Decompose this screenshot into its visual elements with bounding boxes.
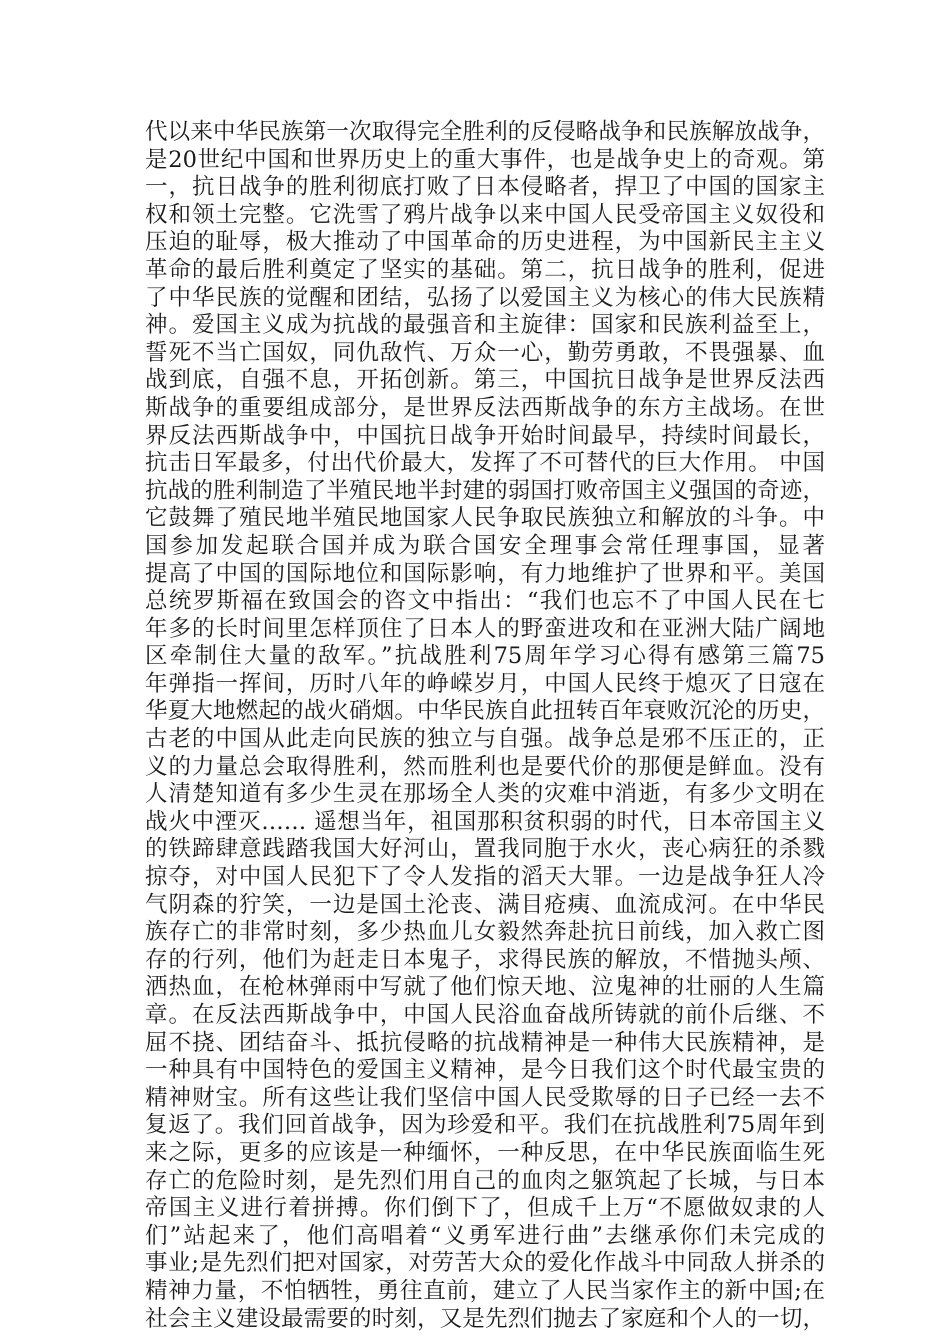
text-line: 斯战争的重要组成部分，是世界反法西斯战争的东方主战场。在世 [145, 394, 825, 421]
text-line: 革命的最后胜利奠定了坚实的基础。第二，抗日战争的胜利，促进 [145, 256, 825, 283]
text-line: 抗战的胜利制造了半殖民地半封建的弱国打败帝国主义强国的奇迹， [145, 477, 825, 504]
text-line: 代以来中华民族第一次取得完全胜利的反侵略战争和民族解放战争， [145, 119, 825, 145]
text-line: 是20世纪中国和世界历史上的重大事件，也是战争史上的奇观。第 [145, 146, 825, 173]
text-line: 界反法西斯战争中，中国抗日战争开始时间最早，持续时间最长， [145, 422, 825, 449]
text-line: 神。爱国主义成为抗战的最强音和主旋律：国家和民族利益至上， [145, 312, 825, 339]
text-line: 一，抗日战争的胜利彻底打败了日本侵略者，捍卫了中国的国家主 [145, 174, 825, 201]
text-line: 区牵制住大量的敌军。”抗战胜利75周年学习心得有感第三篇75 [145, 643, 825, 670]
text-line: 国参加发起联合国并成为联合国安全理事会常任理事国，显著 [145, 532, 825, 559]
text-line: 战到底，自强不息，开拓创新。第三，中国抗日战争是世界反法西 [145, 367, 825, 394]
text-line: 年弹指一挥间，历时八年的峥嵘岁月，中国人民终于熄灭了日寇在 [145, 670, 825, 697]
text-line: 义的力量总会取得胜利，然而胜利也是要代价的那便是鲜血。没有 [145, 753, 825, 780]
text-line: 古老的中国从此走向民族的独立与自强。战争总是邪不压正的，正 [145, 726, 825, 753]
text-line: 压迫的耻辱，极大推动了中国革命的历史进程，为中国新民主主义 [145, 229, 825, 256]
text-line: 精神财宝。所有这些让我们坚信中国人民受欺辱的日子已经一去不 [145, 1084, 825, 1111]
text-line: 章。在反法西斯战争中，中国人民浴血奋战所铸就的前仆后继、不 [145, 1002, 825, 1028]
text-line: 屈不挠、团结奋斗、抵抗侵略的抗战精神是一种伟大民族精神，是 [145, 1029, 825, 1056]
text-line: 社会主义建设最需要的时刻，又是先烈们抛去了家庭和个人的一切， [145, 1305, 825, 1332]
text-line: 华夏大地燃起的战火硝烟。中华民族自此扭转百年衰败沉沦的历史， [145, 698, 825, 725]
text-line: 一种具有中国特色的爱国主义精神，是今日我们这个时代最宝贵的 [145, 1057, 825, 1084]
text-line: 洒热血，在枪林弹雨中写就了他们惊天地、泣鬼神的壮丽的人生篇 [145, 974, 825, 1001]
text-line: 战火中湮灭…… 遥想当年，祖国那积贫积弱的时代，日本帝国主义 [145, 808, 825, 835]
text-line: 存亡的危险时刻，是先烈们用自己的血肉之躯筑起了长城，与日本 [145, 1167, 825, 1194]
text-line: 精神力量，不怕牺牲，勇往直前，建立了人民当家作主的新中国;在 [145, 1277, 825, 1304]
text-line: 年多的长时间里怎样顶住了日本人的野蛮进攻和在亚洲大陆广阔地 [145, 615, 825, 642]
text-line: 权和领土完整。它洗雪了鸦片战争以来中国人民受帝国主义奴役和 [145, 201, 825, 228]
text-line: 了中华民族的觉醒和团结，弘扬了以爱国主义为核心的伟大民族精 [145, 284, 825, 311]
text-line: 掠夺，对中国人民犯下了令人发指的滔天大罪。一边是战争狂人冷 [145, 864, 825, 891]
text-line: 誓死不当亡国奴，同仇敌忾、万众一心，勤劳勇敢，不畏强暴、血 [145, 339, 825, 366]
text-line: 事业;是先烈们把对国家，对劳苦大众的爱化作战斗中同敌人拼杀的 [145, 1250, 825, 1277]
text-line: 人清楚知道有多少生灵在那场全人类的灾难中消逝，有多少文明在 [145, 781, 825, 808]
text-line: 们”站起来了，他们高唱着“义勇军进行曲”去继承你们未完成的 [145, 1222, 825, 1249]
text-line: 气阴森的狞笑，一边是国土沦丧、满目疮痍、血流成河。在中华民 [145, 891, 825, 918]
text-line: 它鼓舞了殖民地半殖民地国家人民争取民族独立和解放的斗争。中 [145, 505, 825, 532]
text-line: 来之际，更多的应该是一种缅怀，一种反思，在中华民族面临生死 [145, 1139, 825, 1166]
text-line: 帝国主义进行着拼搏。你们倒下了，但成千上万“不愿做奴隶的人 [145, 1195, 825, 1222]
text-line: 存的行列，他们为赶走日本鬼子，求得民族的解放，不惜抛头颅、 [145, 946, 825, 973]
text-line: 提高了中国的国际地位和国际影响，有力地维护了世界和平。美国 [145, 560, 825, 587]
text-line: 的铁蹄肆意践踏我国大好河山，置我同胞于水火，丧心病狂的杀戮 [145, 836, 825, 863]
text-line: 总统罗斯福在致国会的咨文中指出：“我们也忘不了中国人民在七 [145, 588, 825, 615]
body-text [145, 119, 825, 1333]
text-line: 复返了。我们回首战争，因为珍爱和平。我们在抗战胜利75周年到 [145, 1112, 825, 1139]
text-line: 族存亡的非常时刻，多少热血儿女毅然奔赴抗日前线，加入救亡图 [145, 919, 825, 946]
text-line: 抗击日军最多，付出代价最大，发挥了不可替代的巨大作用。 中国 [145, 450, 825, 477]
